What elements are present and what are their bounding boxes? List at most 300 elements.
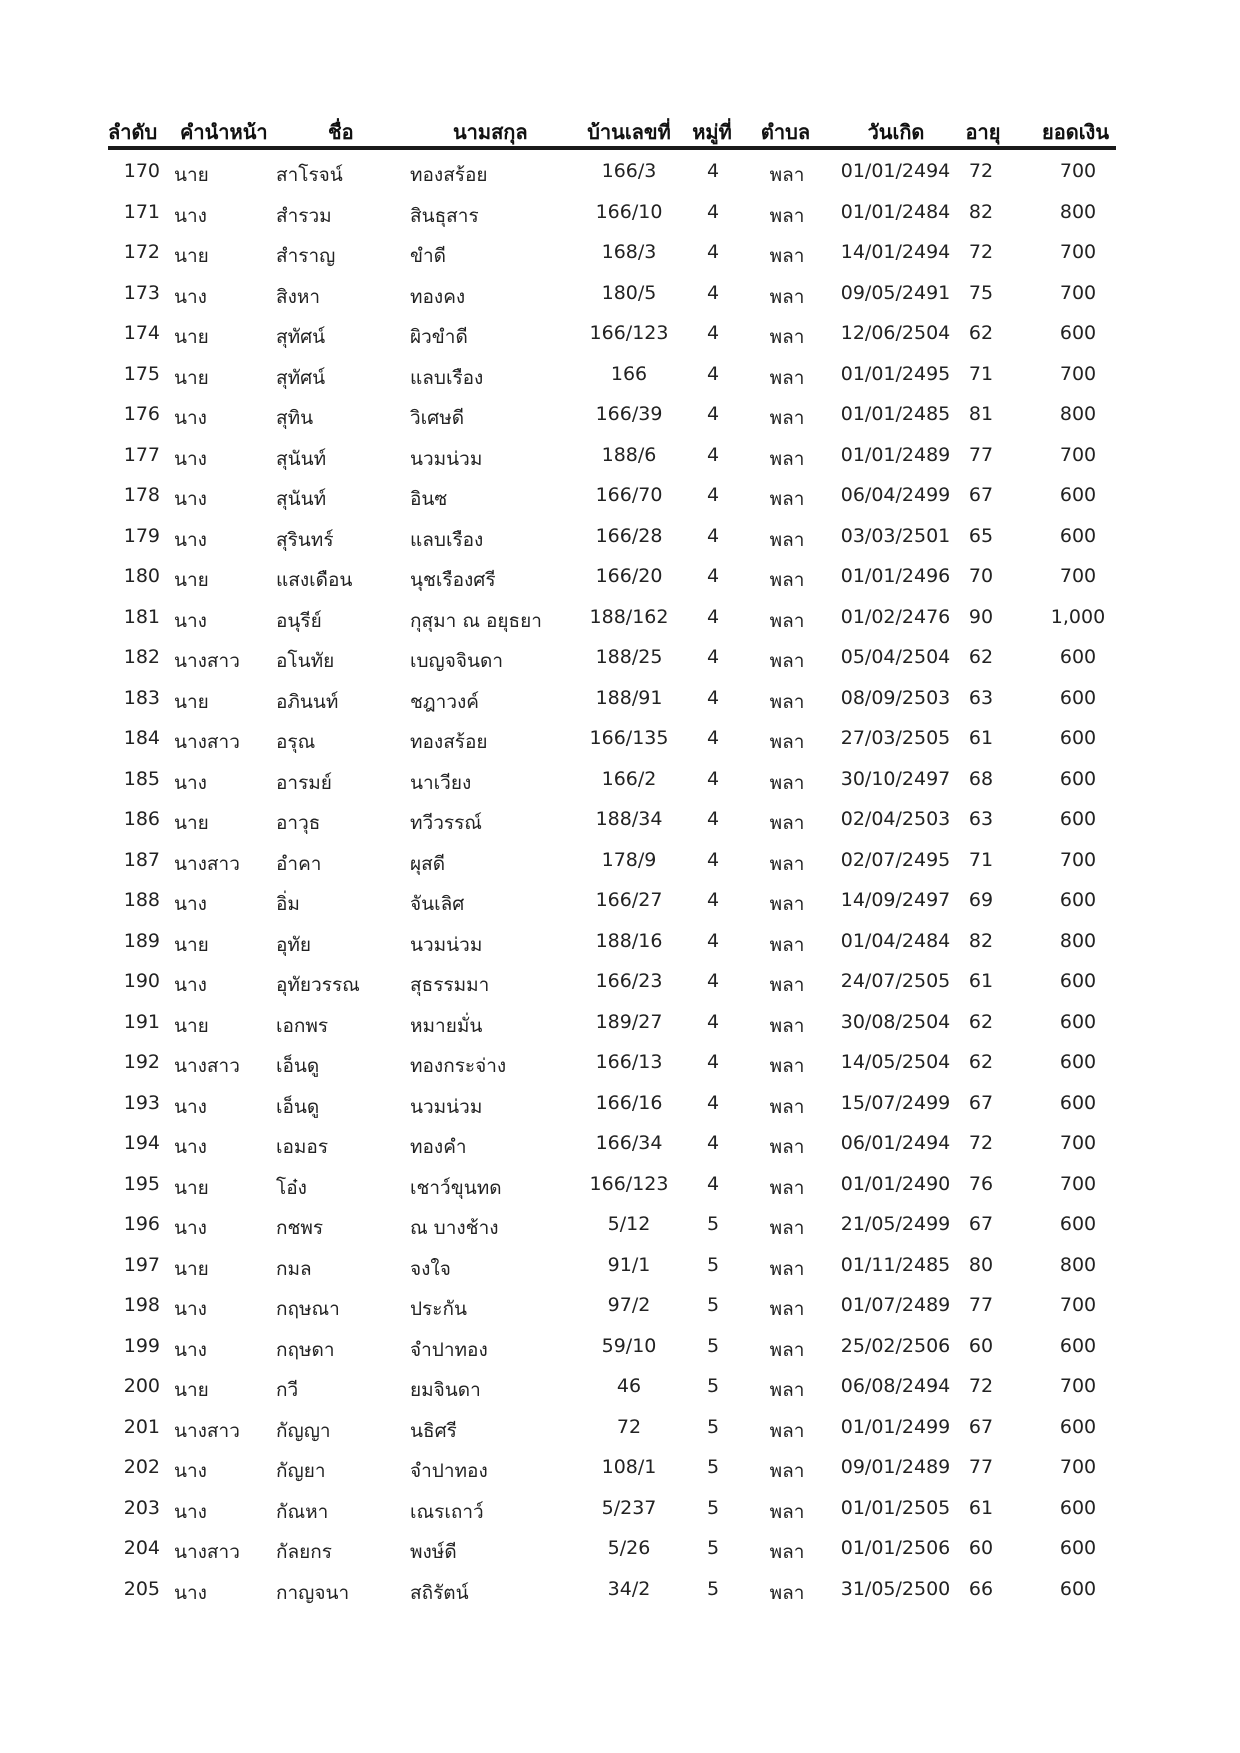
cell-age: 62	[968, 1010, 994, 1033]
cell-last-name: วิเศษดี	[410, 407, 465, 429]
cell-prefix: นาง	[174, 1217, 207, 1239]
cell-prefix: นาย	[174, 812, 209, 834]
cell-age: 69	[968, 889, 994, 911]
cell-prefix: นาง	[174, 1095, 207, 1118]
cell-last-name: ผุสดี	[410, 852, 446, 875]
table-row	[108, 1163, 1116, 1204]
cell-age: 72	[968, 241, 994, 263]
cell-moo: 4	[706, 484, 720, 506]
cell-first-name: สุทิน	[276, 407, 314, 429]
table-row	[108, 555, 1116, 596]
cell-dob: 06/08/2494	[840, 1375, 951, 1397]
cell-prefix: นาง	[174, 204, 207, 227]
cell-tambon: พลา	[769, 852, 805, 875]
table-row	[108, 1001, 1116, 1042]
cell-house-no: 46	[616, 1375, 642, 1397]
cell-last-name: นุชเรืองศรี	[410, 569, 496, 591]
cell-amount: 700	[1059, 848, 1097, 871]
cell-house-no: 166/3	[601, 160, 657, 182]
cell-tambon: พลา	[769, 731, 805, 753]
cell-moo: 5	[706, 1496, 720, 1519]
header-first-name: ชื่อ	[328, 120, 354, 144]
cell-house-no: 166/13	[595, 1051, 663, 1073]
cell-house-no: 91/1	[607, 1253, 651, 1276]
cell-tambon: พลา	[769, 1136, 805, 1158]
table-row	[108, 1365, 1116, 1406]
cell-amount: 700	[1059, 362, 1097, 385]
cell-no: 191	[123, 1010, 160, 1033]
cell-house-no: 166/70	[595, 484, 663, 506]
cell-first-name: เอมอร	[276, 1136, 329, 1158]
cell-prefix: นาง	[174, 1581, 207, 1604]
cell-moo: 4	[706, 241, 720, 263]
cell-last-name: ยมจินดา	[410, 1379, 481, 1401]
header-last-name: นามสกุล	[453, 120, 528, 144]
table-row	[108, 879, 1116, 920]
cell-age: 72	[968, 1375, 994, 1397]
cell-tambon: พลา	[769, 164, 805, 186]
cell-house-no: 166/28	[595, 524, 663, 547]
table-row	[108, 231, 1116, 272]
cell-age: 60	[968, 1537, 994, 1559]
table-row	[108, 596, 1116, 637]
cell-dob: 01/01/2484	[840, 200, 951, 223]
cell-last-name: ชฎาวงค์	[410, 690, 479, 713]
cell-prefix: นาย	[174, 1379, 209, 1401]
cell-no: 173	[123, 281, 160, 304]
cell-no: 197	[123, 1253, 160, 1276]
cell-moo: 5	[706, 1334, 720, 1357]
cell-moo: 4	[706, 1172, 720, 1195]
cell-last-name: นาเวียง	[410, 771, 472, 794]
cell-prefix: นาง	[174, 1338, 207, 1361]
cell-moo: 5	[706, 1415, 720, 1438]
cell-no: 201	[123, 1415, 160, 1438]
cell-age: 65	[968, 524, 994, 547]
cell-amount: 600	[1059, 484, 1097, 506]
cell-amount: 600	[1059, 1496, 1097, 1519]
table-row	[108, 434, 1116, 475]
cell-house-no: 166/16	[595, 1091, 663, 1114]
cell-house-no: 166	[610, 362, 648, 385]
cell-dob: 01/01/2506	[840, 1537, 951, 1559]
cell-prefix: นาย	[174, 1014, 209, 1037]
table-row	[108, 636, 1116, 677]
cell-moo: 5	[706, 1537, 720, 1559]
table-row	[108, 1406, 1116, 1447]
cell-moo: 4	[706, 200, 720, 223]
cell-age: 77	[968, 1294, 994, 1316]
cell-age: 67	[968, 1415, 994, 1438]
cell-last-name: นวมน่วม	[410, 447, 483, 470]
cell-moo: 4	[706, 443, 720, 466]
cell-dob: 14/01/2494	[840, 241, 951, 263]
cell-tambon: พลา	[769, 1055, 805, 1077]
cell-dob: 27/03/2505	[840, 727, 951, 749]
cell-tambon: พลา	[769, 204, 805, 227]
cell-tambon: พลา	[769, 650, 805, 672]
cell-prefix: นาย	[174, 1257, 209, 1280]
table-row	[108, 1244, 1116, 1285]
table-row	[108, 758, 1116, 799]
header-prefix: คำนำหน้า	[180, 120, 268, 144]
cell-moo: 4	[706, 1051, 720, 1073]
cell-tambon: พลา	[769, 569, 805, 591]
cell-first-name: กาญจนา	[276, 1581, 350, 1604]
cell-no: 199	[123, 1334, 160, 1357]
cell-amount: 600	[1059, 1213, 1097, 1235]
cell-amount: 600	[1059, 524, 1097, 547]
cell-last-name: เชาว์ขุนทด	[410, 1176, 502, 1199]
cell-prefix: นางสาว	[174, 852, 240, 875]
cell-amount: 600	[1059, 1577, 1097, 1600]
cell-last-name: ทวีวรรณ์	[410, 812, 482, 834]
cell-amount: 600	[1059, 727, 1097, 749]
cell-no: 183	[123, 686, 160, 709]
cell-amount: 700	[1059, 241, 1097, 263]
cell-last-name: สินธุสาร	[410, 204, 479, 227]
cell-last-name: จันเลิศ	[410, 893, 465, 915]
cell-tambon: พลา	[769, 1014, 805, 1037]
cell-house-no: 108/1	[601, 1456, 657, 1478]
cell-moo: 4	[706, 160, 720, 182]
cell-tambon: พลา	[769, 528, 805, 551]
cell-prefix: นาย	[174, 569, 209, 591]
table-row	[108, 717, 1116, 758]
cell-house-no: 166/123	[589, 322, 669, 344]
cell-moo: 4	[706, 970, 720, 992]
cell-amount: 800	[1059, 1253, 1097, 1276]
cell-amount: 700	[1059, 1172, 1097, 1195]
cell-dob: 01/02/2476	[840, 605, 951, 628]
cell-prefix: นาง	[174, 771, 207, 794]
table-row	[108, 353, 1116, 394]
cell-first-name: โอ๋ง	[276, 1176, 307, 1199]
table-row	[108, 1568, 1116, 1609]
cell-no: 192	[123, 1051, 160, 1073]
table-row	[108, 798, 1116, 839]
cell-no: 194	[123, 1132, 160, 1154]
cell-age: 71	[968, 362, 994, 385]
cell-no: 195	[123, 1172, 160, 1195]
cell-age: 75	[968, 281, 994, 304]
cell-prefix: นาย	[174, 245, 209, 267]
cell-dob: 25/02/2506	[840, 1334, 951, 1357]
table-body	[108, 150, 1116, 1608]
cell-dob: 12/06/2504	[840, 322, 951, 344]
cell-last-name: สถิรัตน์	[410, 1581, 469, 1604]
cell-tambon: พลา	[769, 366, 805, 389]
cell-no: 190	[123, 970, 160, 992]
cell-prefix: นาง	[174, 407, 207, 429]
cell-no: 203	[123, 1496, 160, 1519]
cell-prefix: นางสาว	[174, 1055, 240, 1077]
cell-no: 189	[123, 929, 160, 952]
cell-last-name: หมายมั่น	[410, 1014, 483, 1037]
cell-dob: 02/04/2503	[840, 808, 951, 830]
beneficiary-table	[108, 112, 1116, 1608]
cell-tambon: พลา	[769, 1338, 805, 1361]
cell-age: 67	[968, 484, 994, 506]
cell-house-no: 166/34	[595, 1132, 663, 1154]
cell-age: 82	[968, 200, 994, 223]
cell-no: 198	[123, 1294, 160, 1316]
cell-first-name: อุทัยวรรณ	[276, 974, 360, 996]
cell-moo: 5	[706, 1375, 720, 1397]
cell-first-name: อิ่ม	[276, 893, 300, 915]
cell-age: 70	[968, 565, 994, 587]
cell-prefix: นาย	[174, 326, 209, 348]
table-row	[108, 191, 1116, 232]
cell-tambon: พลา	[769, 1095, 805, 1118]
cell-house-no: 34/2	[607, 1577, 651, 1600]
cell-first-name: กัญยา	[276, 1460, 326, 1482]
cell-no: 176	[123, 403, 160, 425]
cell-prefix: นาย	[174, 366, 209, 389]
cell-no: 202	[123, 1456, 160, 1478]
cell-dob: 14/05/2504	[840, 1051, 951, 1073]
cell-dob: 01/01/2505	[840, 1496, 951, 1519]
cell-house-no: 178/9	[601, 848, 657, 871]
cell-moo: 4	[706, 727, 720, 749]
cell-dob: 06/04/2499	[840, 484, 951, 506]
table-row	[108, 1122, 1116, 1163]
header-moo: หมู่ที่	[692, 120, 732, 144]
cell-age: 62	[968, 1051, 994, 1073]
cell-moo: 4	[706, 808, 720, 830]
cell-last-name: ประกัน	[410, 1298, 467, 1320]
cell-moo: 4	[706, 565, 720, 587]
cell-dob: 05/04/2504	[840, 646, 951, 668]
cell-tambon: พลา	[769, 1581, 805, 1604]
cell-tambon: พลา	[769, 690, 805, 713]
cell-first-name: อำคา	[276, 852, 322, 875]
cell-dob: 30/08/2504	[840, 1010, 951, 1033]
cell-amount: 800	[1059, 929, 1097, 952]
cell-prefix: นาง	[174, 1136, 207, 1158]
cell-prefix: นาง	[174, 609, 207, 632]
cell-first-name: สุทัศน์	[276, 326, 326, 348]
cell-tambon: พลา	[769, 893, 805, 915]
cell-house-no: 166/135	[589, 727, 669, 749]
table-row	[108, 677, 1116, 718]
header-age: อายุ	[965, 120, 1001, 144]
cell-dob: 15/07/2499	[840, 1091, 951, 1114]
cell-dob: 01/01/2499	[840, 1415, 951, 1438]
cell-no: 182	[123, 646, 160, 668]
cell-no: 184	[123, 727, 160, 749]
cell-age: 62	[968, 322, 994, 344]
cell-amount: 600	[1059, 1415, 1097, 1438]
cell-moo: 4	[706, 524, 720, 547]
cell-first-name: อาวุธ	[276, 812, 321, 834]
cell-age: 67	[968, 1091, 994, 1114]
cell-first-name: สุทัศน์	[276, 366, 326, 389]
cell-last-name: ทองคง	[410, 285, 466, 308]
cell-dob: 21/05/2499	[840, 1213, 951, 1235]
cell-no: 205	[123, 1577, 160, 1600]
cell-age: 61	[968, 1496, 994, 1519]
table-row	[108, 474, 1116, 515]
cell-prefix: นาง	[174, 1298, 207, 1320]
cell-dob: 02/07/2495	[840, 848, 951, 871]
cell-amount: 600	[1059, 808, 1097, 830]
cell-no: 204	[123, 1537, 160, 1559]
cell-house-no: 188/162	[589, 605, 669, 628]
cell-first-name: กวี	[276, 1379, 299, 1401]
cell-dob: 31/05/2500	[840, 1577, 951, 1600]
cell-first-name: เอ็นดู	[276, 1055, 320, 1077]
cell-tambon: พลา	[769, 974, 805, 996]
cell-prefix: นาง	[174, 1500, 207, 1523]
cell-age: 68	[968, 767, 994, 790]
cell-moo: 5	[706, 1294, 720, 1316]
header-dob: วันเกิด	[867, 120, 925, 144]
cell-last-name: ทองสร้อย	[410, 164, 488, 186]
cell-prefix: นางสาว	[174, 1541, 240, 1563]
cell-last-name: สุธรรมมา	[410, 974, 490, 996]
cell-age: 77	[968, 443, 994, 466]
cell-prefix: นาย	[174, 933, 209, 956]
cell-amount: 700	[1059, 1294, 1097, 1316]
cell-first-name: กชพร	[276, 1217, 324, 1239]
header-house-no: บ้านเลขที่	[587, 120, 671, 144]
cell-first-name: เอกพร	[276, 1014, 329, 1037]
cell-last-name: จงใจ	[410, 1257, 451, 1280]
cell-dob: 01/01/2496	[840, 565, 951, 587]
table-row	[108, 1527, 1116, 1568]
cell-last-name: ขำดี	[410, 245, 446, 267]
cell-last-name: กุสุมา ณ อยุธยา	[410, 609, 542, 632]
cell-first-name: อนุรีย์	[276, 609, 322, 632]
table-row	[108, 312, 1116, 353]
cell-house-no: 188/16	[595, 929, 663, 952]
cell-amount: 600	[1059, 889, 1097, 911]
cell-no: 193	[123, 1091, 160, 1114]
cell-house-no: 188/6	[601, 443, 657, 466]
cell-age: 60	[968, 1334, 994, 1357]
cell-tambon: พลา	[769, 1379, 805, 1401]
cell-moo: 4	[706, 889, 720, 911]
cell-moo: 5	[706, 1456, 720, 1478]
cell-no: 200	[123, 1375, 160, 1397]
cell-house-no: 97/2	[607, 1294, 651, 1316]
cell-age: 72	[968, 1132, 994, 1154]
cell-house-no: 166/20	[595, 565, 663, 587]
cell-age: 63	[968, 686, 994, 709]
cell-dob: 01/04/2484	[840, 929, 951, 952]
cell-tambon: พลา	[769, 447, 805, 470]
cell-amount: 600	[1059, 646, 1097, 668]
cell-house-no: 166/23	[595, 970, 663, 992]
cell-age: 62	[968, 646, 994, 668]
cell-amount: 600	[1059, 767, 1097, 790]
table-row	[108, 1203, 1116, 1244]
cell-prefix: นาย	[174, 1176, 209, 1199]
cell-tambon: พลา	[769, 488, 805, 510]
cell-house-no: 180/5	[601, 281, 657, 304]
cell-first-name: กฤษดา	[276, 1338, 335, 1361]
table-row	[108, 515, 1116, 556]
cell-dob: 01/01/2485	[840, 403, 951, 425]
cell-age: 67	[968, 1213, 994, 1235]
cell-first-name: อภินนท์	[276, 690, 339, 713]
cell-last-name: จำปาทอง	[410, 1338, 488, 1361]
cell-no: 178	[123, 484, 160, 506]
cell-moo: 4	[706, 403, 720, 425]
cell-moo: 4	[706, 1010, 720, 1033]
cell-age: 72	[968, 160, 994, 182]
cell-amount: 600	[1059, 1051, 1097, 1073]
cell-amount: 600	[1059, 970, 1097, 992]
cell-tambon: พลา	[769, 1176, 805, 1199]
cell-last-name: ทองสร้อย	[410, 731, 488, 753]
header-no: ลำดับ	[108, 120, 158, 144]
cell-first-name: อรุณ	[276, 731, 316, 753]
cell-amount: 600	[1059, 1091, 1097, 1114]
table-row	[108, 1041, 1116, 1082]
cell-no: 188	[123, 889, 160, 911]
cell-no: 174	[123, 322, 160, 344]
cell-age: 63	[968, 808, 994, 830]
cell-tambon: พลา	[769, 1500, 805, 1523]
cell-dob: 30/10/2497	[840, 767, 951, 790]
cell-house-no: 188/34	[595, 808, 663, 830]
cell-first-name: สุนันท์	[276, 488, 327, 510]
cell-age: 90	[968, 605, 994, 628]
cell-house-no: 168/3	[601, 241, 657, 263]
header-tambon: ตำบล	[760, 120, 811, 144]
cell-dob: 06/01/2494	[840, 1132, 951, 1154]
cell-amount: 700	[1059, 1375, 1097, 1397]
cell-prefix: นาย	[174, 690, 209, 713]
cell-moo: 5	[706, 1213, 720, 1235]
cell-prefix: นาง	[174, 974, 207, 996]
cell-prefix: นางสาว	[174, 1419, 240, 1442]
cell-prefix: นาง	[174, 285, 207, 308]
cell-dob: 01/07/2489	[840, 1294, 951, 1316]
table-row	[108, 1446, 1116, 1487]
table-row	[108, 1487, 1116, 1528]
cell-tambon: พลา	[769, 1257, 805, 1280]
cell-age: 76	[968, 1172, 994, 1195]
cell-no: 171	[123, 200, 160, 223]
cell-moo: 5	[706, 1253, 720, 1276]
cell-tambon: พลา	[769, 771, 805, 794]
cell-first-name: กัณหา	[276, 1500, 329, 1523]
cell-last-name: นธิศรี	[410, 1419, 457, 1442]
cell-dob: 01/01/2490	[840, 1172, 951, 1195]
cell-house-no: 189/27	[595, 1010, 663, 1033]
cell-dob: 09/01/2489	[840, 1456, 951, 1478]
cell-amount: 600	[1059, 1010, 1097, 1033]
cell-first-name: กัลยกร	[276, 1541, 332, 1563]
cell-age: 66	[968, 1577, 994, 1600]
cell-first-name: กมล	[276, 1257, 312, 1280]
table-row	[108, 920, 1116, 961]
cell-last-name: ผิวขำดี	[410, 326, 468, 348]
cell-no: 179	[123, 524, 160, 547]
cell-tambon: พลา	[769, 609, 805, 632]
table-row	[108, 1082, 1116, 1123]
cell-age: 77	[968, 1456, 994, 1478]
cell-last-name: นวมน่วม	[410, 933, 483, 956]
cell-first-name: เอ็นดู	[276, 1095, 320, 1118]
cell-no: 185	[123, 767, 160, 790]
cell-tambon: พลา	[769, 1419, 805, 1442]
cell-house-no: 188/91	[595, 686, 663, 709]
cell-first-name: อุทัย	[276, 933, 312, 956]
